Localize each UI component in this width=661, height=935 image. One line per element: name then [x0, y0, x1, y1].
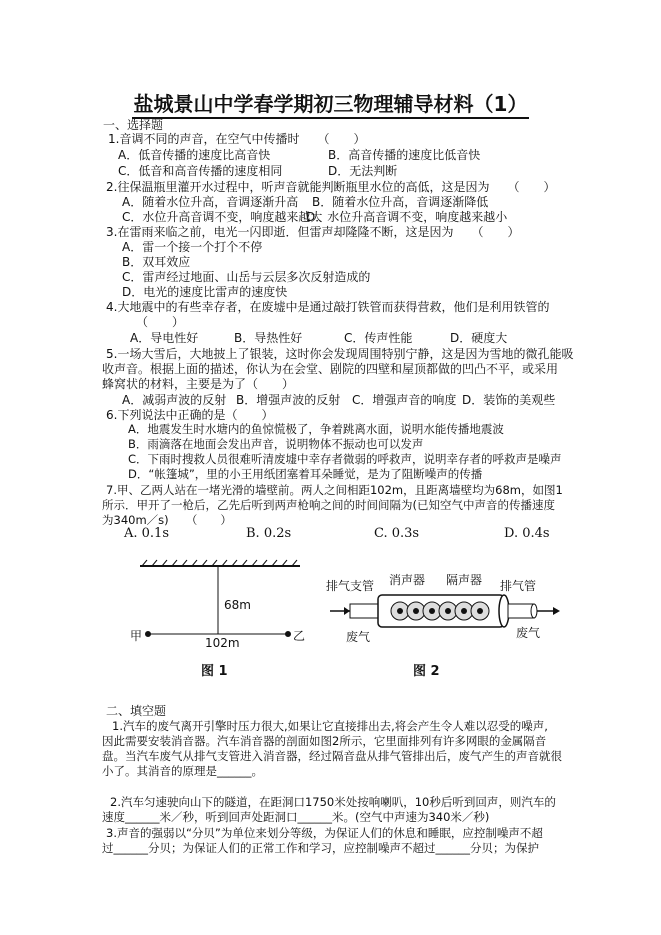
q6-option-c: C．下雨时搜救人员很难听清废墟中幸存者微弱的呼救声，说明幸存者的呼救声是噪声: [128, 452, 562, 466]
fig2-exhaust-in-label: 废气: [346, 630, 371, 644]
outlet-pipe: [508, 604, 534, 618]
q5-line3: 蜂窝状的材料，主要是为了（ ）: [102, 377, 295, 391]
f1-line3: 盘。当汽车废气从排气支管进入消音器，经过隔音盘从排气管排出后，废气产生的声音就很: [102, 749, 562, 763]
f1-line1: 1.汽车的废气离开引擎时压力很大,如果让它直接排出去,将会产生令人难以忍受的噪声,: [112, 719, 548, 733]
q2-option-a: A．随着水位升高，音调逐渐升高: [122, 195, 299, 209]
q5-option-c: C．增强声音的响度: [352, 393, 457, 407]
f1-line4: 小了。其消音的原理是______。: [102, 764, 263, 778]
q2-stem: 2.往保温瓶里灌开水过程中，听声音就能判断瓶里水位的高低，这是因为 （ ）: [106, 180, 556, 194]
q2-option-d: D．水位升高音调不变，响度越来越小: [306, 210, 508, 224]
fig2-inlet-label: 排气支管: [326, 579, 375, 593]
q7-option-c: C. 0.3s: [374, 526, 420, 541]
fig1-person-a: 甲: [130, 629, 143, 643]
section-fill-heading: 二、填空题: [106, 704, 167, 718]
q1-option-b: B．高音传播的速度比低音快: [328, 148, 481, 162]
fig2-outlet-label: 排气管: [500, 579, 537, 593]
fig1-person-b: 乙: [293, 629, 306, 643]
q4-stem: 4.大地震中的有些幸存者，在废墟中是通过敲打铁管而获得营救，他们是利用铁管的: [106, 300, 550, 314]
outlet-opening: [531, 604, 537, 618]
person-a-dot: [145, 631, 151, 637]
q5-line2: 收声音。根据上面的描述，你认为在会堂、剧院的四壁和屋顶都做的凹凸不平，或采用: [102, 362, 559, 376]
q3-option-b: B．双耳效应: [122, 255, 191, 269]
q7-line3: 为340m／s) （ ）: [102, 513, 232, 527]
q7-option-d: D. 0.4s: [504, 526, 550, 541]
page-title: 盐城景山中学春学期初三物理辅导材料（1）: [0, 88, 661, 117]
q7-option-b: B. 0.2s: [246, 526, 292, 541]
q4-option-c: C．传声性能: [344, 331, 413, 345]
q6-option-b: B．雨滴落在地面会发出声音，说明物体不振动也可以发声: [128, 437, 424, 451]
q1-option-d: D．无法判断: [328, 164, 398, 178]
q5-line1: 5.一场大雪后，大地披上了银装，这时你会发现周围特别宁静，这是因为雪地的微孔能吸: [106, 347, 574, 361]
fig1-wall-distance: 68m: [224, 598, 251, 612]
q1-stem: 1.音调不同的声音，在空气中传播时 （ ）: [108, 132, 366, 146]
q4-option-b: B．导热性好: [234, 331, 303, 345]
inflow-arrowhead: [344, 607, 350, 615]
q2-option-c: C．水位升高音调不变，响度越来越大: [122, 210, 323, 224]
fig2-exhaust-out-label: 废气: [516, 626, 541, 640]
outflow-arrowhead: [553, 607, 560, 615]
q4-option-a: A．导电性好: [130, 331, 199, 345]
f3-line2: 过______分贝；为保证人们的正常工作和学习，应控制噪声不超过______分贝；为保护: [102, 841, 539, 855]
q3-stem: 3.在雷雨来临之前，电光一闪即逝．但雷声却隆隆不断，这是因为 （ ）: [106, 225, 520, 239]
q4-option-d: D．硬度大: [450, 331, 508, 345]
person-b-dot: [285, 631, 291, 637]
q1-option-c: C．低音和高音传播的速度相同: [118, 164, 283, 178]
q5-option-b: B．增强声波的反射: [236, 393, 341, 407]
q6-stem: 6.下列说法中正确的是（ ）: [106, 408, 274, 422]
q7-line2: 所示．甲开了一枪后，乙先后听到两声枪响之间的时间间隔为(已知空气中声音的传播速度: [102, 498, 555, 512]
fig2-partition-label: 隔声器: [446, 573, 483, 587]
fig1-people-distance: 102m: [205, 636, 240, 650]
q1-option-a: A．低音传播的速度比高音快: [118, 148, 271, 162]
q2-option-b: B．随着水位升高，音调逐渐降低: [312, 195, 489, 209]
wall-hatching: [140, 560, 300, 566]
fig2-muffler-label: 消声器: [389, 573, 426, 587]
f2-line2: 速度______米／秒，听到回声处距洞口______米。(空气中声速为340米／秒): [102, 810, 490, 824]
q3-option-a: A．雷一个接一个打个不停: [122, 240, 263, 254]
q6-option-a: A．地震发生时水塘内的鱼惊慌极了，争着跳离水面，说明水能传播地震波: [128, 422, 504, 436]
f2-line1: 2.汽车匀速驶向山下的隧道，在距洞口1750米处按响喇叭，10秒后听到回声，则汽车的: [110, 795, 556, 809]
q7-line1: 7.甲、乙两人站在一堵光滑的墙壁前。两人之间相距102m，且距离墙壁均为68m，如图1: [106, 483, 563, 497]
section-choice-heading: 一、选择题: [103, 118, 164, 132]
inlet-pipe: [350, 604, 378, 618]
q5-option-a: A．减弱声波的反射: [122, 393, 227, 407]
fig1-label: 图 1: [201, 664, 228, 679]
q7-option-a: A. 0.1s: [124, 526, 169, 541]
q4-paren: （ ）: [136, 315, 185, 329]
f3-line1: 3.声音的强弱以“分贝”为单位来划分等级，为保证人们的休息和睡眠，应控制噪声不超: [106, 826, 543, 840]
f1-line2: 因此需要安装消音器。汽车消音器的剖面如图2所示，它里面排列有许多网眼的金属隔音: [102, 734, 547, 748]
q3-option-c: C．雷声经过地面、山岳与云层多次反射造成的: [122, 270, 371, 284]
fig2-label: 图 2: [413, 664, 440, 679]
q6-option-d: D．“帐篷城”，里的小王用纸团塞着耳朵睡觉，是为了阻断噪声的传播: [128, 467, 483, 481]
q3-option-d: D．电光的速度比雷声的速度快: [122, 285, 288, 299]
q5-option-d: D．装饰的美观些: [462, 393, 556, 407]
